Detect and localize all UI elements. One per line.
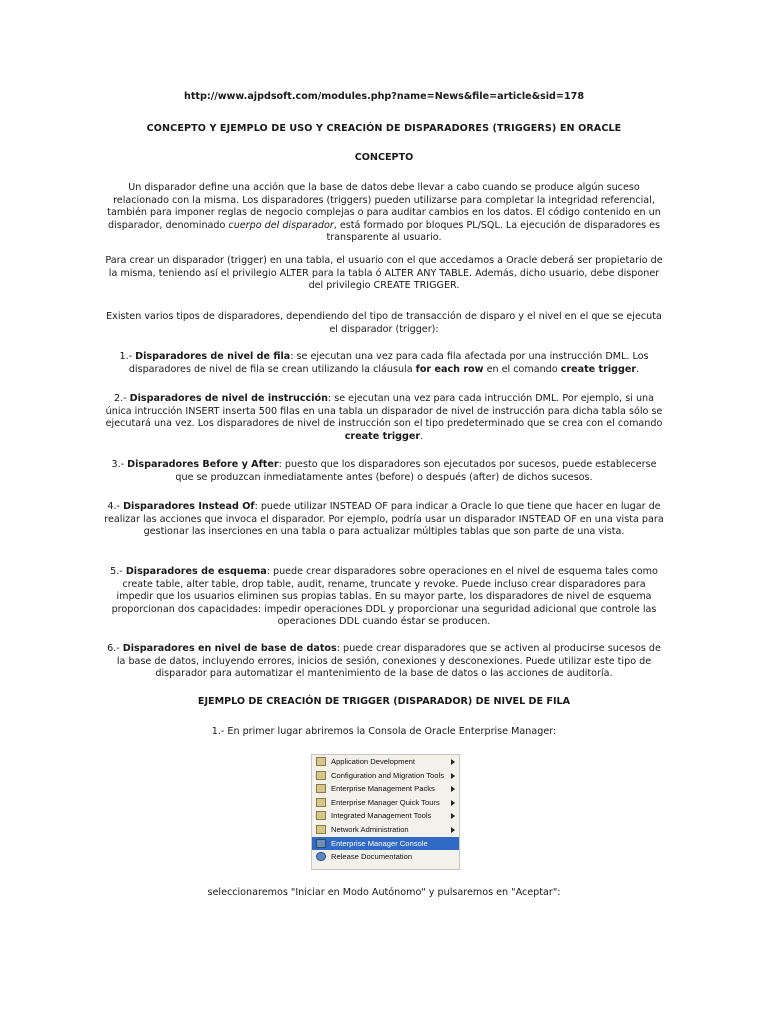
start-menu-screenshot xyxy=(311,754,460,870)
menu-item-application-development[interactable] xyxy=(312,755,459,769)
final-instruction-text: seleccionaremos "Iniciar en Modo Autónomo" y pulsaremos en "Aceptar": xyxy=(207,887,561,898)
menu-item-label: Integrated Management Tools xyxy=(331,811,432,821)
submenu-arrow-icon xyxy=(451,786,455,792)
trigger-type-4 xyxy=(104,501,664,539)
item-text: en el comando xyxy=(483,363,561,375)
trigger-type-1 xyxy=(104,351,664,376)
emphasis-text: cuerpo del disparador xyxy=(228,219,334,231)
menu-item-label: Enterprise Manager Quick Tours xyxy=(331,797,440,807)
item-name: Disparadores en nivel de base de datos xyxy=(122,643,337,654)
paragraph-text: , está formado por bloques PL/SQL. La ejecución de disparadores es transparente al usuario. xyxy=(326,219,661,244)
submenu-arrow-icon xyxy=(451,827,455,833)
item-number: 1.- xyxy=(119,351,136,362)
document-title: CONCEPTO Y EJEMPLO DE USO Y CREACIÓN DE DISPARADORES (TRIGGERS) EN ORACLE xyxy=(146,123,622,134)
menu-item-label: Configuration and Migration Tools xyxy=(331,770,444,780)
folder-icon xyxy=(316,825,326,834)
folder-icon xyxy=(316,811,326,820)
folder-icon xyxy=(316,771,326,780)
item-text: . xyxy=(420,430,424,442)
menu-item-label: Enterprise Manager Console xyxy=(331,838,428,848)
console-icon xyxy=(316,839,326,848)
item-name: Disparadores de esquema xyxy=(125,566,267,577)
section-heading-ejemplo: EJEMPLO DE CREACIÓN DE TRIGGER (DISPARADOR) DE NIVEL DE FILA xyxy=(197,696,571,707)
paragraph-privileges: Para crear un disparador (trigger) en una tabla, el usuario con el que accedamos a Oracle deberá ser propietario de la misma, teniendo así el privilegio ALTER para la tabla ó ALTER ANY TABLE. Además, dicho usuario, debe disponer del privilegio CREATE TRIGGER. xyxy=(105,255,663,292)
item-text: . xyxy=(636,363,640,375)
menu-item-release-documentation[interactable] xyxy=(312,850,459,864)
folder-icon xyxy=(316,798,326,807)
step-1-text: 1.- En primer lugar abriremos la Consola de Oracle Enterprise Manager: xyxy=(211,726,557,737)
menu-item-configuration-migration[interactable] xyxy=(312,769,459,783)
folder-icon xyxy=(316,757,326,766)
menu-item-quick-tours[interactable] xyxy=(312,796,459,810)
item-name: Disparadores de nivel de fila xyxy=(135,351,291,362)
menu-item-label: Network Administration xyxy=(331,824,409,834)
item-keyword: create trigger xyxy=(560,363,637,375)
item-number: 2.- xyxy=(114,393,130,404)
paragraph-types-intro: Existen varios tipos de disparadores, dependiendo del tipo de transacción de disparo y el nivel en el que se ejecuta el disparador (trigger): xyxy=(106,311,662,335)
trigger-type-3 xyxy=(104,459,664,484)
trigger-type-6 xyxy=(104,643,664,681)
item-keyword: for each row xyxy=(415,363,484,375)
menu-item-label: Enterprise Management Packs xyxy=(331,784,435,794)
document-icon xyxy=(316,852,326,861)
menu-item-label: Application Development xyxy=(331,757,416,766)
menu-item-integrated-management-tools[interactable] xyxy=(312,809,459,823)
menu-item-label: Release Documentation xyxy=(331,852,413,862)
item-number: 3.- xyxy=(111,459,128,470)
source-url[interactable]: http://www.ajpdsoft.com/modules.php?name=News&file=article&sid=178 xyxy=(183,91,584,102)
item-name: Disparadores de nivel de instrucción xyxy=(129,393,328,404)
submenu-arrow-icon xyxy=(451,813,455,819)
item-text: : puede crear disparadores que se activen al producirse sucesos de la base de datos, incluyendo errores, inicios de sesión, conexiones y desconexiones. Puede utilizar este tipo de disparador para automatizar el mantenimiento de la base de datos o las acciones de auditoría. xyxy=(116,643,661,680)
menu-item-enterprise-management-packs[interactable] xyxy=(312,782,459,796)
item-text: : se ejecutan una vez para cada fila afectada por una instrucción DML. Los disparadores de nivel de fila se crean utilizando la cláusula xyxy=(128,351,649,375)
item-number: 5.- xyxy=(110,566,126,577)
item-text: : se ejecutan una vez para cada intrucción DML. Por ejemplo, si una única intrucción INSERT inserta 500 filas en una tabla un disparador de nivel de instrucción para dicha tabla sólo se ejecutará una vez. Los disparadores de nivel de instrucción son el tipo predeterminado que se crea con el comando xyxy=(105,393,663,430)
paragraph-text: Un disparador define una acción que la base de datos debe llevar a cabo cuando se produce algún suceso relacionado con la misma. Los disparadores (triggers) pueden utilizarse para completar la integridad referencial, también para imponer reglas de negocio complejas o para auditar cambios en los datos. El código contenido en un disparador, denominado xyxy=(107,182,661,231)
section-heading-concepto: CONCEPTO xyxy=(354,152,414,163)
item-text: : puesto que los disparadores son ejecutados por sucesos, puede establecerse que se produzcan inmediatamente antes (before) o después (after) de dichos sucesos. xyxy=(175,459,657,483)
menu-item-network-administration[interactable] xyxy=(312,823,459,837)
item-keyword: create trigger xyxy=(344,430,421,442)
item-number: 4.- xyxy=(107,501,124,512)
submenu-arrow-icon xyxy=(451,773,455,779)
menu-item-enterprise-manager-console[interactable] xyxy=(312,837,459,851)
item-text: : puede utilizar INSTEAD OF para indicar a Oracle lo que tiene que hacer en lugar de realizar las acciones que invoca el disparador. Por ejemplo, podría usar un disparador INSTEAD OF en una vista para gestionar las inserciones en una tabla o para actualizar múltiples tablas que son parte de una vista. xyxy=(104,501,664,538)
trigger-type-5 xyxy=(104,566,664,629)
item-text: : puede crear disparadores sobre operaciones en el nivel de esquema tales como create table, alter table, drop table, audit, rename, truncate y revoke. Puede incluso crear disparadores para impedir que los usuarios eliminen sus propias tablas. En su mayor parte, los disparadores de nivel de esquema proporcionan dos capacidades: impedir operaciones DDL y proporcionar una seguridad adicional que controle las operaciones DDL cuando éstar se producen. xyxy=(111,566,658,628)
item-number: 6.- xyxy=(107,643,123,654)
item-name: Disparadores Instead Of xyxy=(123,501,255,512)
folder-icon xyxy=(316,784,326,793)
submenu-arrow-icon xyxy=(451,800,455,806)
paragraph-definition xyxy=(104,182,664,245)
submenu-arrow-icon xyxy=(451,759,455,765)
trigger-type-2 xyxy=(104,393,664,443)
item-name: Disparadores Before y After xyxy=(127,459,279,470)
